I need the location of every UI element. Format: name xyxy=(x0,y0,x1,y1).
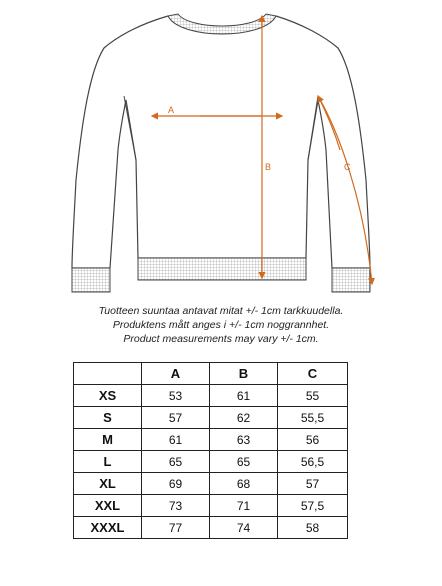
table-header-row xyxy=(74,363,348,385)
size-cell: XXL xyxy=(74,495,142,517)
b-cell: 71 xyxy=(210,495,278,517)
size-cell: XS xyxy=(74,385,142,407)
a-cell: 77 xyxy=(142,517,210,539)
table-row xyxy=(74,451,348,473)
table-row xyxy=(74,517,348,539)
c-cell: 55,5 xyxy=(278,407,348,429)
size-cell: M xyxy=(74,429,142,451)
c-cell: 57,5 xyxy=(278,495,348,517)
a-cell: 57 xyxy=(142,407,210,429)
right-cuff-rib xyxy=(332,268,370,292)
size-cell: L xyxy=(74,451,142,473)
b-cell: 65 xyxy=(210,451,278,473)
dimension-a-label: A xyxy=(168,105,175,115)
size-table xyxy=(73,362,348,539)
a-cell: 61 xyxy=(142,429,210,451)
size-cell: XL xyxy=(74,473,142,495)
a-cell: 73 xyxy=(142,495,210,517)
dimension-c-label: C xyxy=(344,162,351,172)
dimension-b-label: B xyxy=(265,162,272,172)
b-cell: 74 xyxy=(210,517,278,539)
a-cell: 65 xyxy=(142,451,210,473)
b-cell: 68 xyxy=(210,473,278,495)
hem-rib xyxy=(138,258,306,280)
c-cell: 55 xyxy=(278,385,348,407)
table-row xyxy=(74,473,348,495)
a-cell: 69 xyxy=(142,473,210,495)
header-cell-size xyxy=(74,363,142,385)
size-cell: XXXL xyxy=(74,517,142,539)
b-cell: 61 xyxy=(210,385,278,407)
header-cell-c: C xyxy=(278,363,348,385)
a-cell: 53 xyxy=(142,385,210,407)
measurement-captions xyxy=(0,304,442,346)
size-cell: S xyxy=(74,407,142,429)
table-row xyxy=(74,429,348,451)
table-row xyxy=(74,495,348,517)
c-cell: 56 xyxy=(278,429,348,451)
header-cell-a: A xyxy=(142,363,210,385)
sweatshirt-outline xyxy=(72,16,370,268)
caption-english: Product measurements may vary +/- 1cm. xyxy=(123,333,319,345)
c-cell: 57 xyxy=(278,473,348,495)
b-cell: 62 xyxy=(210,407,278,429)
caption-finnish: Tuotteen suuntaa antavat mitat +/- 1cm tarkkuudella. xyxy=(98,305,344,317)
left-cuff-rib xyxy=(72,268,110,292)
b-cell: 63 xyxy=(210,429,278,451)
caption-swedish: Produktens mått anges i +/- 1cm noggrannhet. xyxy=(112,319,330,331)
table-row xyxy=(74,385,348,407)
header-cell-b: B xyxy=(210,363,278,385)
c-cell: 58 xyxy=(278,517,348,539)
table-row xyxy=(74,407,348,429)
c-cell: 56,5 xyxy=(278,451,348,473)
